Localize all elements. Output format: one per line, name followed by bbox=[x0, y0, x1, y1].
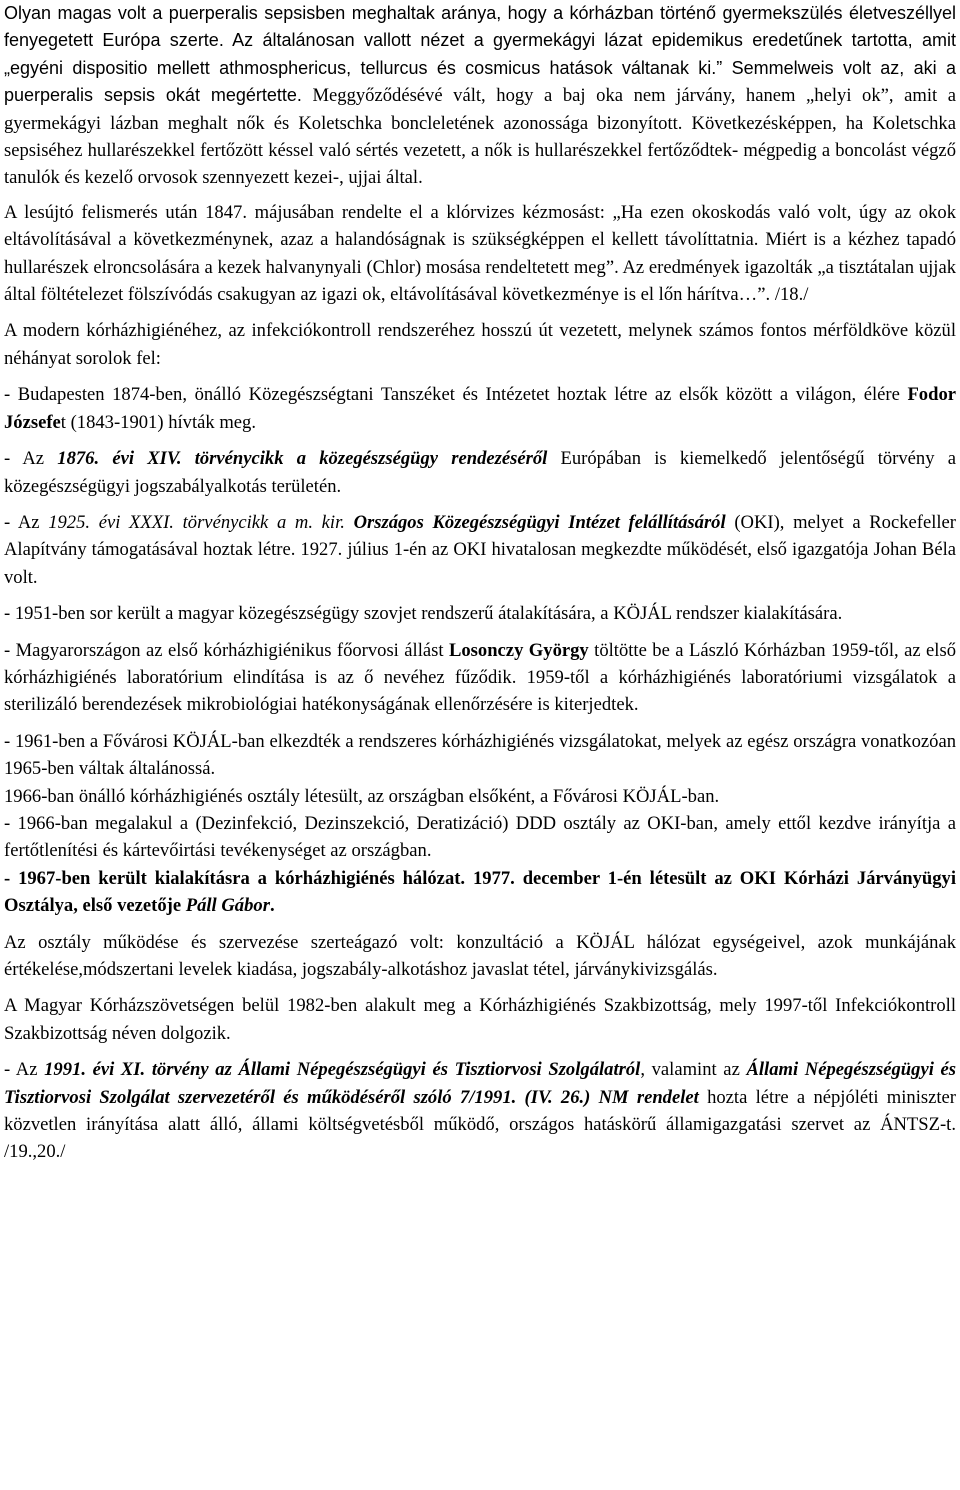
milestone-1961: - 1961-ben a Fővárosi KÖJÁL-ban elkezdték a rendszeres kórházhigiénés vizsgálatokat, melyek az egész országra vonatkozóan 1965-ben váltak általánossá. bbox=[4, 730, 956, 780]
milestone-1991-law-title: 1991. évi XI. törvény az Állami Népegészségügyi és Tisztiorvosi Szolgálatról bbox=[44, 1059, 641, 1081]
milestone-1991-text-c: hozta létre a népjóléti miniszter közvetlen irányítása alatt álló, állami költségvetésből működő, országos hatáskörű államigazgatási szervet az ÁNTSZ-t. /19.,20./ bbox=[4, 1086, 956, 1163]
milestone-1876-text-a: - Az bbox=[4, 448, 58, 470]
milestone-1991-text-a: - Az bbox=[4, 1059, 45, 1081]
paragraph-hospital-association: A Magyar Kórházszövetségen belül 1982-ben alakult meg a Kórházhigiénés Szakbizottság, mely 1997-től Infekciókontroll Szakbizottság néven dolgozik. bbox=[4, 995, 956, 1044]
milestone-1925-text-a: - Az bbox=[4, 511, 49, 533]
paragraph-department-activities: Az osztály működése és szervezése szerteágazó volt: konzultáció a KÖJÁL hálózat egységeivel, azok munkájának értékelése,módszertani levelek kiadása, jogszabály-alkotáshoz javaslat tétel, járványkivizsgálás. bbox=[4, 931, 956, 980]
milestone-1925-law-title: Országos Közegészségügyi Intézet felállításáról bbox=[353, 511, 726, 533]
paragraph-semmelweis-sans-part: Olyan magas volt a puerperalis sepsisben meghaltak aránya, hogy a kórházban történő gyermekszülés életveszéllyel fenyegetett Európa szerte. Az általánosan vallott nézet a gyermekágyi lázat epidemikus eredetűnek tartotta, amit „egyéni dispositio mellett athmosphericus, tellurcus és cosmicus hatások váltanak ki.” Semmelweis volt az, aki a puerperalis sepsis okát megértette. bbox=[4, 3, 956, 106]
milestone-1876 bbox=[4, 445, 956, 500]
milestone-1959-text-b: töltötte be a László Kórházban 1959-től, az első kórházhigiénés laboratórium elindítása is az ő nevéhez fűződik. 1959-től a kórházhigiénés laboratóriumi vizsgálatok a sterilizáló berendezések mikrobiológiai hatékonyságának ellenőrzésére is kiterjedtek. bbox=[4, 639, 956, 716]
milestone-1874-name: Fodor Józsefe bbox=[4, 384, 956, 433]
milestone-1959 bbox=[4, 637, 956, 719]
paragraph-milestones-intro: A modern kórházhigiénéhez, az infekciókontroll rendszeréhez hosszú út vezetett, melynek számos fontos mérföldköve közül néhányat sorolok fel: bbox=[4, 320, 956, 369]
milestone-1991 bbox=[4, 1056, 956, 1166]
milestone-1966-ddd: - 1966-ban megalakul a (Dezinfekció, Dezinszekció, Deratizáció) DDD osztály az OKI-ban, amely ettől kezdve irányítja a fertőtlenítési és kártevőirtási tevékenységet az országban. bbox=[4, 812, 956, 862]
paragraph-chlorine-handwashing: A lesújtó felismerés után 1847. májusában rendelte el a klórvizes kézmosást: „Ha ezen okoskodás való volt, úgy az okok eltávolításával a következménynek, azaz a halandóságnak is szükségképpen el kellett távolíttatnia. Miért is a kézhez tapadó hullarészek elroncsolására a kezek halvanynyali (Chlor) mosása rendeltetett meg”. Az eredmények igazolták „a tisztátalan ujjak által föltételezet fölszívódás csakugyan az igazi ok, eltávolításával következménye is el lőn hárítva…”. /18./ bbox=[4, 201, 956, 306]
milestone-1967-leader-name: Páll Gábor bbox=[185, 895, 270, 917]
milestone-1959-name: Losonczy György bbox=[448, 639, 589, 661]
milestone-1925-text-b: (OKI), melyet a Rockefeller Alapítvány támogatásával hoztak létre. 1927. július 1-én az OKI hivatalosan megkezdte működését, első igazgatója Johan Béla volt. bbox=[4, 511, 956, 588]
milestone-1991-text-b: , valamint az bbox=[640, 1059, 747, 1081]
milestone-1967-text: - 1967-ben került kialakításra a kórházhigiénés hálózat. 1977. december 1-én létesült az OKI Kórházi Járványügyi Osztálya, első vezetője bbox=[4, 867, 956, 917]
milestone-1874-text-a: - Budapesten 1874-ben, önálló Közegészségtani Tanszéket és Intézetet hoztak létre az elsők között a világon, élére bbox=[4, 384, 908, 406]
milestone-1925-law-ref: 1925. évi XXXI. törvénycikk a m. kir. bbox=[48, 511, 354, 533]
milestone-1959-text-a: - Magyarországon az első kórházhigiénikus főorvosi állást bbox=[4, 639, 449, 661]
paragraph-semmelweis bbox=[4, 0, 956, 192]
milestone-1966-department: 1966-ban önálló kórházhigiénés osztály létesült, az országban elsőként, a Fővárosi KÖJÁL-ban. bbox=[4, 785, 720, 807]
milestone-1991-decree-title: Állami Népegészségügyi és Tisztiorvosi Szolgálat szervezetéről és működéséről szóló 7/1991. (IV. 26.) NM rendelet bbox=[4, 1059, 956, 1108]
milestone-1967-end: . bbox=[269, 895, 275, 917]
paragraph-semmelweis-serif-part: Meggyőződésévé vált, hogy a baj oka nem járvány, hanem „helyi ok”, amit a gyermekágyi lázban meghalt nők és Koletschka boncleletének azonossága bizonyított. Következésképpen, ha Koletschka sepsiséhez hullarészekkel fertőzött késsel való sértés vezetett, a nők is hullarészekkel fertőződtek- mégpedig a boncolást végző tanulók és kezelő orvosok szennyezett kezei-, ujjai által. bbox=[4, 85, 956, 189]
milestone-1925 bbox=[4, 509, 956, 591]
milestone-1876-law-title: 1876. évi XIV. törvénycikk a közegészségügy rendezéséről bbox=[57, 448, 548, 470]
milestone-1967 bbox=[4, 865, 956, 920]
milestone-1876-text-b: Európában is kiemelkedő jelentőségű törvény a közegészségügyi jogszabályalkotás területén. bbox=[4, 448, 956, 497]
milestone-1874-text-b: t (1843-1901) hívták meg. bbox=[60, 411, 256, 433]
milestone-1874 bbox=[4, 381, 956, 436]
milestone-1951: - 1951-ben sor került a magyar közegészségügy szovjet rendszerű átalakítására, a KÖJÁL rendszer kialakítására. bbox=[4, 603, 843, 625]
